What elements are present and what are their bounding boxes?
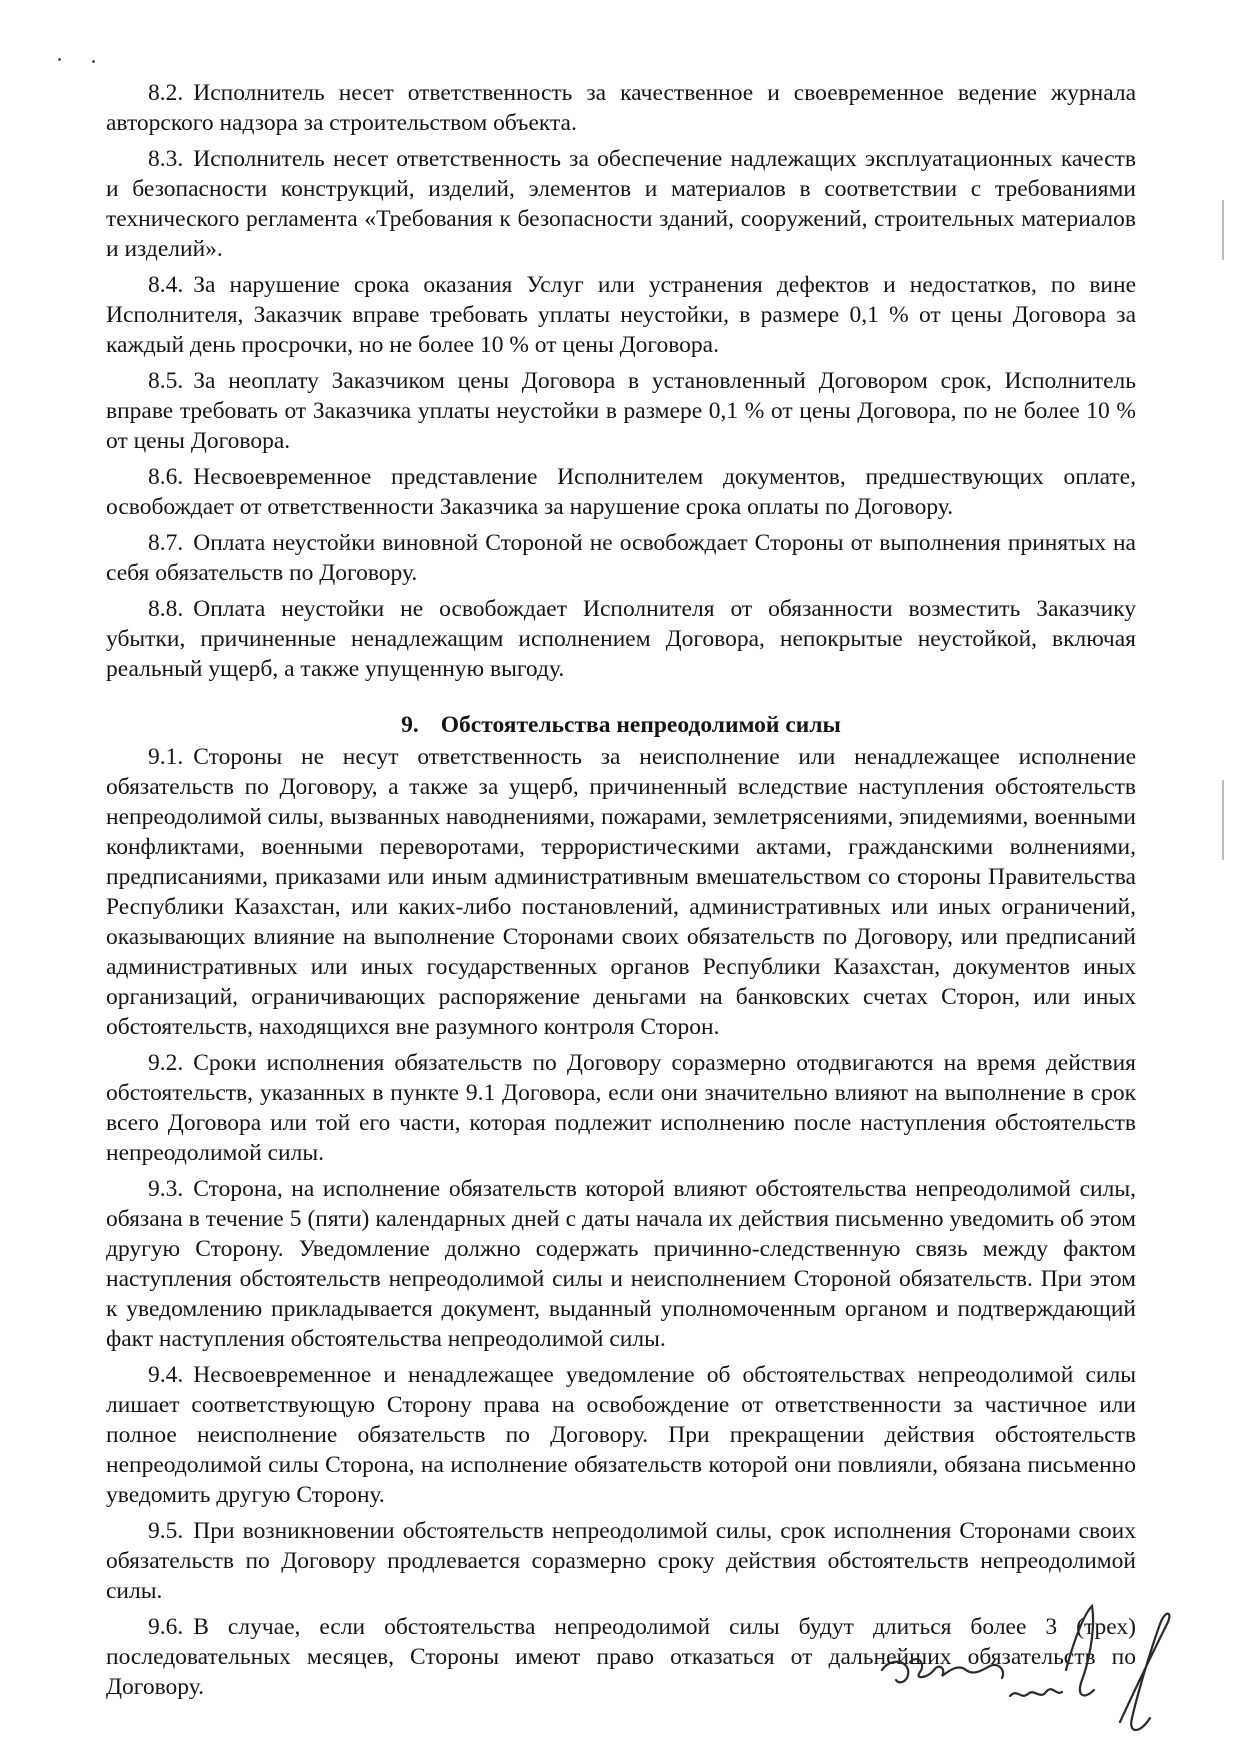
section-8-clause (106, 366, 1136, 456)
section-title: Обстоятельства непреодолимой силы (440, 712, 841, 738)
clause-number: 8.8. (148, 596, 184, 622)
section-number: 9. (401, 712, 419, 738)
clause-number: 9.4. (148, 1362, 184, 1388)
clause-text: Сроки исполнения обязательств по Договору соразмерно отодвигаются на время действия обстоятельств, указанных в пункте 9.1 Договора, если они значительно влияют на выполнение в срок всего Договора или той его части, которая подлежит исполнению после наступления обстоятельств непреодолимой силы. (106, 1050, 1136, 1166)
section-9-heading (106, 710, 1136, 740)
section-8-clauses (106, 78, 1136, 684)
binding-mark (1222, 200, 1224, 260)
binding-mark (1222, 780, 1224, 860)
clause-number: 9.6. (148, 1614, 184, 1640)
section-9-clause (106, 742, 1136, 1042)
clause-text: Несвоевременное представление Исполнителем документов, предшествующих оплате, освобождает от ответственности Заказчика за нарушение срока оплаты по Договору. (106, 464, 1136, 520)
clause-number: 8.2. (148, 80, 184, 106)
clause-number: 9.5. (148, 1518, 184, 1544)
clause-number: 8.6. (148, 464, 184, 490)
scan-dot (58, 58, 61, 61)
scan-dot (92, 60, 95, 63)
clause-text: Исполнитель несет ответственность за обеспечение надлежащих эксплуатационных качеств и безопасности конструкций, изделий, элементов и материалов в соответствии с требованиями технического регламента «Требования к безопасности зданий, сооружений, строительных материалов и изделий». (106, 146, 1136, 262)
section-8-clause (106, 78, 1136, 138)
section-8-clause (106, 144, 1136, 264)
clause-number: 8.4. (148, 272, 184, 298)
section-9-clauses (106, 742, 1136, 1702)
section-8-clause (106, 528, 1136, 588)
section-9-clause (106, 1174, 1136, 1354)
clause-text: Оплата неустойки не освобождает Исполнителя от обязанности возместить Заказчику убытки, причиненные ненадлежащим исполнением Договора, непокрытые неустойкой, включая реальный ущерб, а также упущенную выгоду. (106, 596, 1136, 682)
clause-text: Несвоевременное и ненадлежащее уведомление об обстоятельствах непреодолимой силы лишает соответствующую Сторону права на освобождение от ответственности за частичное или полное неисполнение обязательств по Договору. При прекращении действия обстоятельств непреодолимой силы Сторона, на исполнение обязательств которой они повлияли, обязана письменно уведомить другую Сторону. (106, 1362, 1136, 1508)
clause-text: Сторона, на исполнение обязательств которой влияют обстоятельства непреодолимой силы, обязана в течение 5 (пяти) календарных дней с даты начала их действия письменно уведомить об этом другую Сторону. Уведомление должно содержать причинно-следственную связь между фактом наступления обстоятельств непреодолимой силы и неисполнением Стороной обязательств. При этом к уведомлению прикладывается документ, выданный уполномоченным органом и подтверждающий факт наступления обстоятельства непреодолимой силы. (106, 1176, 1136, 1352)
clause-number: 9.3. (148, 1176, 184, 1202)
section-9-clause (106, 1516, 1136, 1606)
signature-initials (870, 1600, 1190, 1740)
clause-text: Оплата неустойки виновной Стороной не освобождает Стороны от выполнения принятых на себя обязательств по Договору. (106, 530, 1136, 586)
clause-number: 9.1. (148, 744, 184, 770)
clause-text: В случае, если обстоятельства непреодолимой силы будут длиться более 3 (трех) последовательных месяцев, Стороны имеют право отказаться от дальнейших обязательств по Договору. (106, 1614, 1136, 1700)
clause-number: 9.2. (148, 1050, 184, 1076)
section-8-clause (106, 462, 1136, 522)
document-page (106, 78, 1136, 1708)
clause-number: 8.3. (148, 146, 184, 172)
clause-text: За нарушение срока оказания Услуг или устранения дефектов и недостатков, по вине Исполнителя, Заказчик вправе требовать уплаты неустойки, в размере 0,1 % от цены Договора за каждый день просрочки, но не более 10 % от цены Договора. (106, 272, 1136, 358)
section-8-clause (106, 270, 1136, 360)
clause-number: 8.5. (148, 368, 184, 394)
clause-text: Стороны не несут ответственность за неисполнение или ненадлежащее исполнение обязательств по Договору, а также за ущерб, причиненный вследствие наступления обстоятельств непреодолимой силы, вызванных наводнениями, пожарами, землетрясениями, эпидемиями, военными конфликтами, военными переворотами, террористическими актами, гражданскими волнениями, предписаниями, приказами или иным административным вмешательством со стороны Правительства Республики Казахстан, или каких-либо постановлений, административных или иных ограничений, оказывающих влияние на выполнение Сторонами своих обязательств по Договору, или предписаний административных или иных государственных органов Республики Казахстан, документов иных организаций, ограничивающих распоряжение деньгами на банковских счетах Сторон, или иных обстоятельств, находящихся вне разумного контроля Сторон. (106, 744, 1136, 1040)
clause-text: За неоплату Заказчиком цены Договора в установленный Договором срок, Исполнитель вправе требовать от Заказчика уплаты неустойки в размере 0,1 % от цены Договора, по не более 10 % от цены Договора. (106, 368, 1136, 454)
clause-text: Исполнитель несет ответственность за качественное и своевременное ведение журнала авторского надзора за строительством объекта. (106, 80, 1136, 136)
section-9-clause (106, 1048, 1136, 1168)
section-8-clause (106, 594, 1136, 684)
clause-number: 8.7. (148, 530, 184, 556)
clause-text: При возникновении обстоятельств непреодолимой силы, срок исполнения Сторонами своих обязательств по Договору продлевается соразмерно сроку действия обстоятельств непреодолимой силы. (106, 1518, 1136, 1604)
section-9-clause (106, 1360, 1136, 1510)
